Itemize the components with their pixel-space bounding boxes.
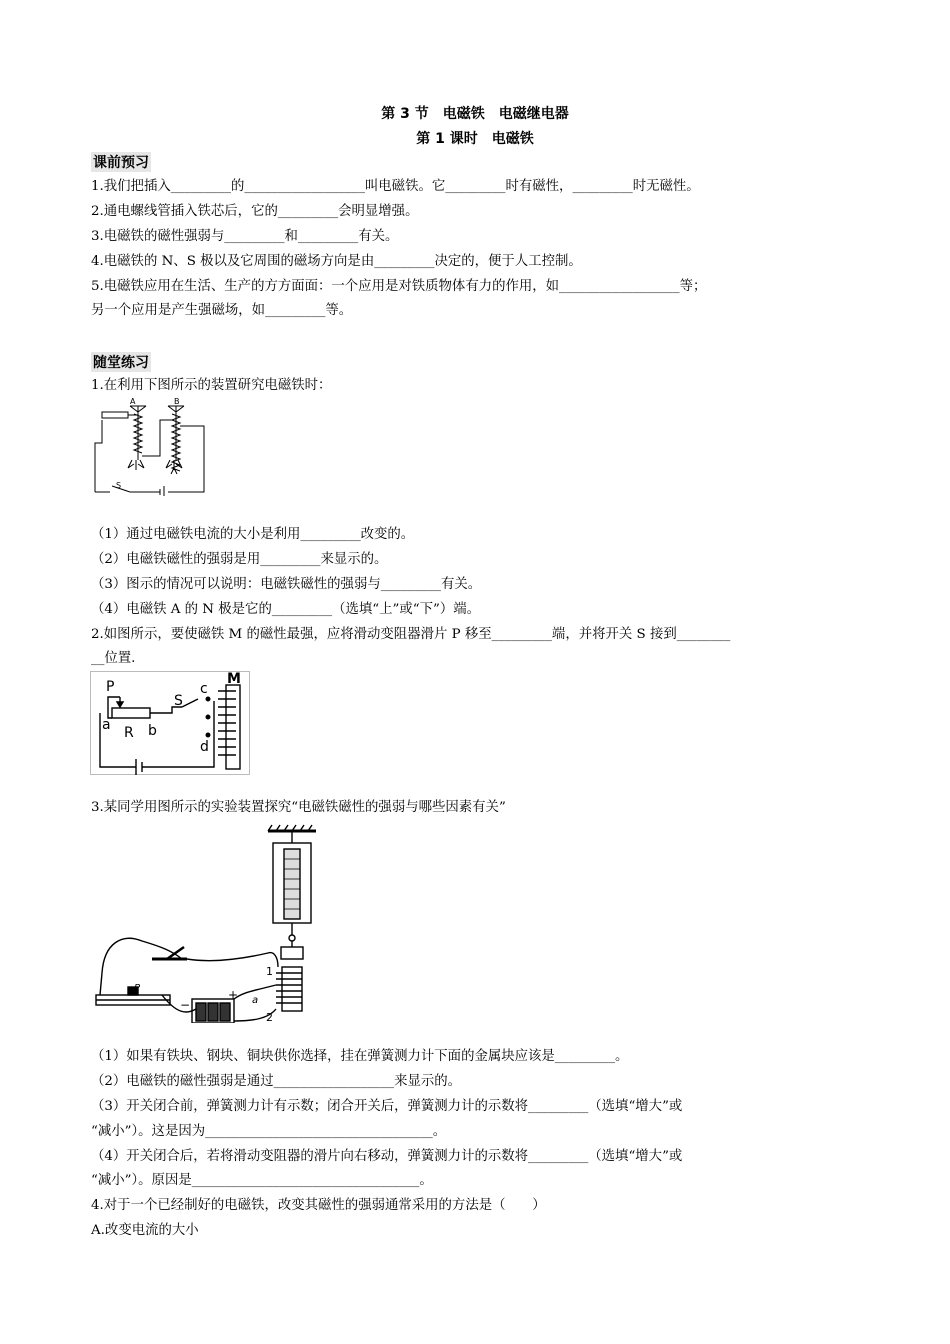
q1-stem: 1.在利用下图所示的装置研究电磁铁时： <box>91 378 332 393</box>
q3-item4-cont: “减小”）。原因是__________________________________。 <box>91 1173 433 1188</box>
label-a: A <box>130 397 136 406</box>
label-m: M <box>227 671 241 687</box>
q3-item3: （3）开关闭合前，弹簧测力计有示数；闭合开关后，弹簧测力计的示数将_________（选填“增大”或 <box>91 1099 683 1114</box>
q3-stem: 3.某同学用图所示的实验装置探究“电磁铁磁性的强弱与哪些因素有关” <box>91 800 506 815</box>
q4-option-a: A.改变电流的大小 <box>91 1223 199 1238</box>
q4-stem: 4.对于一个已经制好的电磁铁，改变其磁性的强弱通常采用的方法是（ ） <box>91 1198 546 1213</box>
label-d: d <box>200 739 209 755</box>
preview-q5: 5.电磁铁应用在生活、生产的方方面面：一个应用是对铁质物体有力的作用，如__________________等； <box>91 279 707 294</box>
lesson-title: 第 1 课时 电磁铁 <box>416 131 534 147</box>
label-b: b <box>148 723 157 739</box>
q1-item3: （3）图示的情况可以说明：电磁铁磁性的强弱与_________有关。 <box>91 577 482 592</box>
label-r: R <box>124 725 134 741</box>
q3-item2: （2）电磁铁的磁性强弱是通过__________________来显示的。 <box>91 1074 462 1089</box>
preview-q1: 1.我们把插入_________的__________________叫电磁铁。它_________时有磁性，_________时无磁性。 <box>91 179 700 194</box>
label-p: P <box>106 679 115 695</box>
q1-item1: （1）通过电磁铁电流的大小是利用_________改变的。 <box>91 527 415 542</box>
practice-heading: 随堂练习 <box>91 352 151 372</box>
label-c: c <box>200 681 208 697</box>
label-1: 1 <box>266 965 273 978</box>
label-p: P <box>134 983 141 994</box>
q2-stem: 2.如图所示，要使磁铁 M 的磁性最强，应将滑动变阻器滑片 P 移至_________端，并将开关 S 接到________ <box>91 627 731 642</box>
preview-q3: 3.电磁铁的磁性强弱与_________和_________有关。 <box>91 229 399 244</box>
q2-circuit-figure <box>90 671 250 775</box>
q3-item1: （1）如果有铁块、钢块、铜块供你选择，挂在弹簧测力计下面的金属块应该是_________。 <box>91 1049 629 1064</box>
q3-item3-cont: “减小”）。这是因为__________________________________。 <box>91 1124 447 1139</box>
label-s: S <box>174 693 183 709</box>
label-a: a <box>252 995 259 1006</box>
q1-electromagnet-figure <box>90 396 210 496</box>
label-minus: − <box>180 998 191 1012</box>
q2-stem-cont: __位置. <box>91 651 136 666</box>
label-2: 2 <box>266 1011 273 1023</box>
q1-item4: （4）电磁铁 A 的 N 极是它的_________（选填“上”或“下”）端。 <box>91 602 480 617</box>
label-s: S <box>116 481 122 490</box>
preview-q4: 4.电磁铁的 N、S 极以及它周围的磁场方向是由_________决定的，便于人工控制。 <box>91 254 582 269</box>
label-a: a <box>102 717 111 733</box>
q3-spring-scale-figure <box>92 823 322 1023</box>
preview-heading: 课前预习 <box>91 152 151 172</box>
q3-item4: （4）开关闭合后，若将滑动变阻器的滑片向右移动，弹簧测力计的示数将_________（选填“增大”或 <box>91 1149 683 1164</box>
label-plus: + <box>228 988 239 1002</box>
preview-q5-cont: 另一个应用是产生强磁场，如_________等。 <box>91 303 353 318</box>
section-title: 第 3 节 电磁铁 电磁继电器 <box>381 106 569 122</box>
q1-item2: （2）电磁铁磁性的强弱是用_________来显示的。 <box>91 552 388 567</box>
preview-q2: 2.通电螺线管插入铁芯后，它的_________会明显增强。 <box>91 204 419 219</box>
label-b: B <box>174 397 180 406</box>
